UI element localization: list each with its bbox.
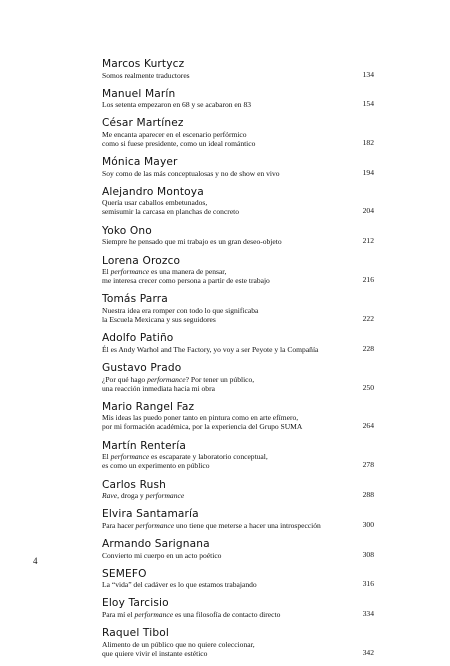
entry-description: El performance es escaparate y laboratorio conceptual,: [102, 452, 268, 462]
entry-page-number: 212: [362, 236, 374, 246]
entry-description: Somos realmente traductores: [102, 70, 190, 80]
artist-name: Carlos Rush: [102, 478, 167, 491]
entry-page-number: 288: [362, 490, 374, 500]
entry-page-number: 300: [362, 519, 374, 529]
toc-entry: [102, 225, 374, 247]
artist-name: César Martínez: [102, 117, 184, 130]
entry-description: me interesa crecer como persona a partir de este trabajo: [102, 276, 270, 286]
entry-page-number: 194: [362, 167, 374, 177]
entry-description: Mis ideas las puedo poner tanto en pintura como en arte efímero,: [102, 413, 299, 423]
toc-entry: [102, 186, 374, 217]
toc-entry: [102, 597, 374, 619]
entry-description: semisumir la carcasa en planchas de concreto: [102, 207, 240, 217]
artist-name: Mario Rangel Faz: [102, 400, 195, 413]
artist-name: Martín Rentería: [102, 439, 186, 452]
toc-entry: [102, 508, 374, 530]
toc-entry: [102, 332, 374, 354]
entry-page-number: 154: [362, 99, 374, 109]
entry-description: La “vida” del cadáver es lo que estamos trabajando: [102, 580, 257, 590]
entry-page-number: 204: [362, 206, 374, 216]
entry-description: Rave, droga y performance: [102, 491, 185, 501]
artist-name: Yoko Ono: [102, 224, 152, 237]
artist-name: Gustavo Prado: [102, 362, 182, 374]
toc-entry: [102, 88, 374, 110]
entry-description: Para hacer performance uno tiene que meterse a hacer una introspección: [102, 520, 321, 530]
artist-name: Elvira Santamaría: [102, 508, 199, 521]
table-of-contents: [102, 58, 374, 666]
entry-description: Nuestra idea era romper con todo lo que significaba: [102, 305, 259, 315]
toc-entry: [102, 117, 374, 148]
entry-description: Quería usar caballos embetunados,: [102, 198, 208, 208]
toc-entry: [102, 538, 374, 560]
entry-description: Para mí el performance es una filosofía de contacto directo: [102, 609, 281, 619]
entry-description: Él es Andy Warhol and The Factory, yo voy a ser Peyote y la Compañía: [102, 344, 319, 354]
toc-entry: [102, 479, 374, 501]
toc-entry: [102, 362, 374, 393]
toc-entry: [102, 293, 374, 324]
toc-entry: [102, 627, 374, 658]
toc-entry: [102, 58, 374, 80]
entry-description: Los setenta empezaron en 68 y se acabaron en 83: [102, 100, 251, 110]
entry-page-number: 316: [362, 579, 374, 589]
entry-description: que quiere vivir el instante estético: [102, 648, 208, 658]
toc-entry: [102, 440, 374, 471]
artist-name: Alejandro Montoya: [102, 185, 204, 198]
artist-name: Lorena Orozco: [102, 254, 181, 267]
page-number: 4: [33, 556, 38, 566]
entry-description: la Escuela Mexicana y sus seguidores: [102, 314, 216, 324]
entry-description: Convierto mi cuerpo en un acto poético: [102, 550, 222, 560]
entry-description: es como un experimento en público: [102, 461, 210, 471]
entry-description: ¿Por qué hago performance? Por tener un público,: [102, 374, 255, 384]
entry-description: como si fuese presidente, como un ideal romántico: [102, 138, 256, 148]
entry-page-number: 216: [362, 275, 374, 285]
entry-page-number: 134: [362, 69, 374, 79]
artist-name: Raquel Tibol: [102, 627, 169, 640]
entry-page-number: 334: [362, 608, 374, 618]
entry-page-number: 222: [362, 313, 374, 323]
entry-page-number: 228: [362, 343, 374, 353]
artist-name: Manuel Marín: [102, 87, 176, 100]
artist-name: Eloy Tarcisio: [102, 597, 169, 610]
artist-name: SEMEFO: [102, 567, 147, 580]
artist-name: Armando Sarignana: [102, 538, 210, 551]
entry-page-number: 278: [362, 460, 374, 470]
artist-name: Marcos Kurtycz: [102, 58, 185, 70]
artist-name: Adolfo Patiño: [102, 332, 174, 345]
artist-name: Tomás Parra: [102, 293, 168, 306]
entry-description: Soy como de las más conceptualosas y no de show en vivo: [102, 168, 280, 178]
entry-page-number: 342: [362, 647, 374, 657]
entry-description: Alimento de un público que no quiere coleccionar,: [102, 639, 255, 649]
entry-page-number: 250: [362, 382, 374, 392]
artist-name: Mónica Mayer: [102, 156, 178, 169]
entry-page-number: 308: [362, 549, 374, 559]
toc-entry: [102, 568, 374, 590]
toc-entry: [102, 156, 374, 178]
entry-description: El performance es una manera de pensar,: [102, 267, 227, 277]
toc-entry: [102, 401, 374, 432]
entry-description: una reacción inmediata hacia mi obra: [102, 383, 215, 393]
entry-description: por mi formación académica, por la experiencia del Grupo SUMA: [102, 422, 303, 432]
entry-page-number: 182: [362, 137, 374, 147]
entry-description: Siempre he pensado que mi trabajo es un gran deseo-objeto: [102, 237, 282, 247]
toc-entry: [102, 255, 374, 286]
entry-page-number: 264: [362, 421, 374, 431]
entry-description: Me encanta aparecer en el escenario perfórmico: [102, 129, 247, 139]
